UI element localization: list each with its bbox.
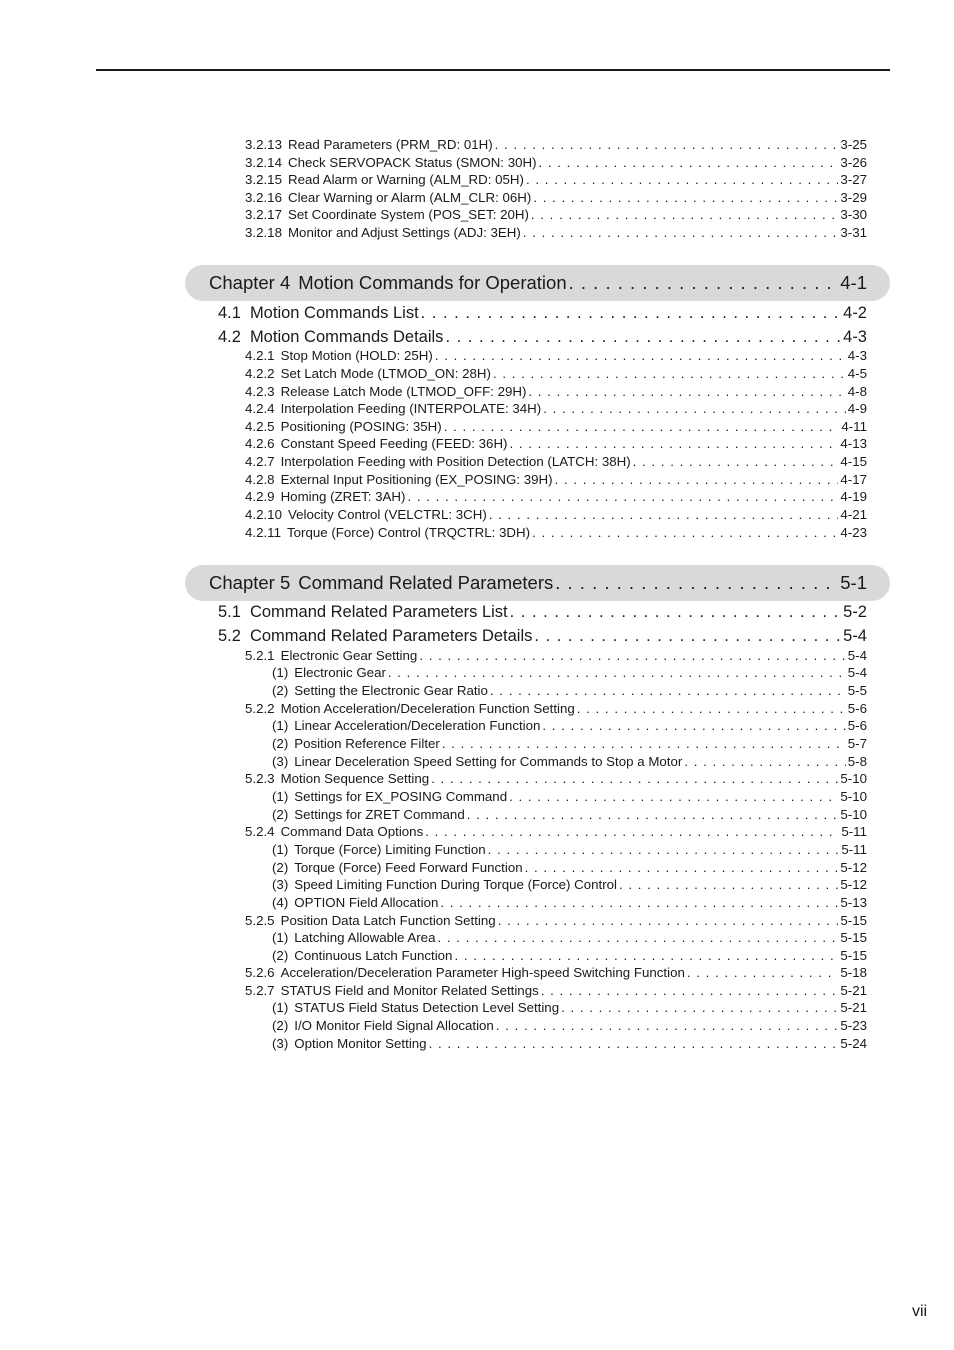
toc-entry-5-2-4-3[interactable] bbox=[272, 876, 867, 893]
toc-entry-5-2-7-1[interactable] bbox=[272, 999, 867, 1016]
entry-title: Stop Motion (HOLD: 25H) bbox=[280, 348, 433, 363]
entry-page: 5-4 bbox=[847, 648, 867, 663]
entry-title: Torque (Force) Control (TRQCTRL: 3DH) bbox=[286, 525, 531, 540]
entry-title: Torque (Force) Feed Forward Function bbox=[294, 860, 523, 875]
toc-entry-4-2-6[interactable] bbox=[245, 435, 867, 452]
dot-leader bbox=[421, 303, 841, 323]
entry-title: OPTION Field Allocation bbox=[294, 895, 439, 910]
toc-entry-5-2-4-4[interactable] bbox=[272, 894, 867, 911]
entry-title: STATUS Field and Monitor Related Settings bbox=[280, 983, 539, 998]
entry-number: 4.2.7 bbox=[245, 454, 275, 469]
entry-number: 3.2.13 bbox=[245, 137, 282, 152]
toc-entry-5-2-3-2[interactable] bbox=[272, 806, 867, 823]
dot-leader bbox=[569, 265, 839, 301]
entry-page: 4-19 bbox=[840, 489, 867, 504]
dot-leader bbox=[543, 400, 846, 417]
entry-number: (1) bbox=[272, 930, 289, 945]
entry-page: 4-9 bbox=[847, 401, 867, 416]
dot-leader bbox=[467, 806, 839, 823]
entry-title: Monitor and Adjust Settings (ADJ: 3EH) bbox=[287, 225, 521, 240]
dot-leader bbox=[510, 602, 842, 622]
entry-title: Position Data Latch Function Setting bbox=[280, 913, 496, 928]
toc-entry-3-2-18[interactable] bbox=[245, 224, 867, 241]
entry-number: (2) bbox=[272, 1018, 289, 1033]
entry-title: External Input Positioning (EX_POSING: 39H) bbox=[280, 472, 553, 487]
entry-number: (4) bbox=[272, 895, 289, 910]
entry-page: 5-10 bbox=[840, 807, 867, 822]
dot-leader bbox=[539, 154, 839, 171]
dot-leader bbox=[435, 347, 846, 364]
dot-leader bbox=[684, 753, 845, 770]
entry-title: Homing (ZRET: 3AH) bbox=[280, 489, 406, 504]
dot-leader bbox=[528, 383, 845, 400]
toc-entry-5-2-7-2[interactable] bbox=[272, 1017, 867, 1034]
dot-leader bbox=[532, 524, 838, 541]
entry-title: Electronic Gear Setting bbox=[280, 648, 418, 663]
entry-title: Clear Warning or Alarm (ALM_CLR: 06H) bbox=[287, 190, 532, 205]
entry-page: 4-21 bbox=[840, 507, 867, 522]
entry-page: 5-6 bbox=[847, 718, 867, 733]
toc-entry-5-2-4-1[interactable] bbox=[272, 841, 867, 858]
entry-number: 5.2.3 bbox=[245, 771, 275, 786]
dot-leader bbox=[489, 506, 839, 523]
dot-leader bbox=[429, 1035, 839, 1052]
entry-number: 3.2.14 bbox=[245, 155, 282, 170]
entry-title: Release Latch Mode (LTMOD_OFF: 29H) bbox=[280, 384, 527, 399]
entry-title: STATUS Field Status Detection Level Setting bbox=[294, 1000, 560, 1015]
page-number: vii bbox=[912, 1303, 928, 1320]
entry-number: (2) bbox=[272, 683, 289, 698]
toc-entry-5-2-5[interactable] bbox=[245, 912, 867, 929]
dot-leader bbox=[526, 171, 838, 188]
entry-number: 4.2.2 bbox=[245, 366, 275, 381]
section-number: 5.2 bbox=[218, 627, 241, 645]
toc-entry-3-2-17[interactable] bbox=[245, 206, 867, 223]
entry-number: 4.2.9 bbox=[245, 489, 275, 504]
entry-number: (2) bbox=[272, 736, 289, 751]
entry-page: 4-15 bbox=[840, 454, 867, 469]
entry-title: Read Parameters (PRM_RD: 01H) bbox=[287, 137, 493, 152]
entry-number: (2) bbox=[272, 807, 289, 822]
toc-section-5-1[interactable] bbox=[218, 602, 867, 622]
section-title: Motion Commands List bbox=[249, 304, 419, 322]
section-number: 4.1 bbox=[218, 304, 241, 322]
entry-number: 5.2.6 bbox=[245, 965, 275, 980]
entry-number: 5.2.4 bbox=[245, 824, 275, 839]
entry-number: 3.2.17 bbox=[245, 207, 282, 222]
dot-leader bbox=[533, 189, 838, 206]
toc-section-4-1[interactable] bbox=[218, 303, 867, 323]
dot-leader bbox=[541, 982, 839, 999]
entry-page: 4-13 bbox=[840, 436, 867, 451]
entry-title: Settings for ZRET Command bbox=[294, 807, 465, 822]
dot-leader bbox=[444, 418, 840, 435]
entry-number: 3.2.15 bbox=[245, 172, 282, 187]
dot-leader bbox=[509, 435, 838, 452]
entry-page: 3-27 bbox=[840, 172, 867, 187]
toc-entry-4-2-4[interactable] bbox=[245, 400, 867, 417]
entry-number: 5.2.5 bbox=[245, 913, 275, 928]
entry-page: 3-31 bbox=[840, 225, 867, 240]
toc-entry-3-2-14[interactable] bbox=[245, 154, 867, 171]
entry-title: Linear Deceleration Speed Setting for Commands to Stop a Motor bbox=[294, 754, 683, 769]
entry-number: 4.2.1 bbox=[245, 348, 275, 363]
entry-title: Latching Allowable Area bbox=[294, 930, 436, 945]
dot-leader bbox=[440, 894, 838, 911]
toc-entry-3-2-13[interactable] bbox=[245, 136, 867, 153]
entry-page: 5-10 bbox=[840, 789, 867, 804]
toc-entry-4-2-3[interactable] bbox=[245, 383, 867, 400]
entry-page: 5-7 bbox=[847, 736, 867, 751]
entry-number: 5.2.7 bbox=[245, 983, 275, 998]
entry-page: 4-17 bbox=[840, 472, 867, 487]
entry-title: Position Reference Filter bbox=[294, 736, 440, 751]
entry-number: (1) bbox=[272, 718, 289, 733]
entry-number: (3) bbox=[272, 754, 289, 769]
toc-entry-5-2-1[interactable] bbox=[245, 647, 867, 664]
entry-title: Speed Limiting Function During Torque (Force) Control bbox=[294, 877, 617, 892]
dot-leader bbox=[442, 735, 846, 752]
entry-page: 3-29 bbox=[840, 190, 867, 205]
entry-number: (1) bbox=[272, 842, 289, 857]
entry-page: 5-15 bbox=[840, 913, 867, 928]
entry-page: 5-4 bbox=[847, 665, 867, 680]
entry-title: Motion Sequence Setting bbox=[280, 771, 430, 786]
entry-title: Option Monitor Setting bbox=[294, 1036, 427, 1051]
toc-entry-3-2-15[interactable] bbox=[245, 171, 867, 188]
dot-leader bbox=[488, 841, 840, 858]
entry-number: 3.2.18 bbox=[245, 225, 282, 240]
entry-page: 5-15 bbox=[840, 930, 867, 945]
entry-number: 3.2.16 bbox=[245, 190, 282, 205]
entry-number: (1) bbox=[272, 665, 289, 680]
dot-leader bbox=[525, 859, 839, 876]
entry-title: Linear Acceleration/Deceleration Function bbox=[294, 718, 541, 733]
entry-number: 4.2.4 bbox=[245, 401, 275, 416]
entry-page: 4-8 bbox=[847, 384, 867, 399]
entry-number: 4.2.11 bbox=[245, 525, 281, 540]
toc-entry-5-2-6[interactable] bbox=[245, 964, 867, 981]
toc-entry-4-2-9[interactable] bbox=[245, 488, 867, 505]
entry-page: 4-3 bbox=[847, 348, 867, 363]
entry-number: 4.2.10 bbox=[245, 507, 282, 522]
dot-leader bbox=[561, 999, 838, 1016]
dot-leader bbox=[454, 947, 838, 964]
toc-entry-5-2-4[interactable] bbox=[245, 823, 867, 840]
section-page: 4-2 bbox=[843, 304, 867, 322]
dot-leader bbox=[534, 626, 841, 646]
section-page: 5-2 bbox=[843, 603, 867, 621]
dot-leader bbox=[523, 224, 839, 241]
entry-page: 5-11 bbox=[841, 842, 867, 857]
section-page: 4-3 bbox=[843, 328, 867, 346]
entry-number: 4.2.8 bbox=[245, 472, 275, 487]
dot-leader bbox=[542, 717, 845, 734]
entry-number: (3) bbox=[272, 877, 289, 892]
chapter-page: 5-1 bbox=[840, 572, 867, 593]
entry-number: 4.2.6 bbox=[245, 436, 275, 451]
toc-entry-5-2-2-3[interactable] bbox=[272, 753, 867, 770]
section-title: Command Related Parameters Details bbox=[249, 627, 533, 645]
entry-title: Check SERVOPACK Status (SMON: 30H) bbox=[287, 155, 537, 170]
toc-entry-4-2-5[interactable] bbox=[245, 418, 867, 435]
entry-page: 4-5 bbox=[847, 366, 867, 381]
entry-number: (3) bbox=[272, 1036, 289, 1051]
dot-leader bbox=[407, 488, 838, 505]
toc-entry-4-2-1[interactable] bbox=[245, 347, 867, 364]
entry-number: (2) bbox=[272, 860, 289, 875]
dot-leader bbox=[388, 664, 846, 681]
dot-leader bbox=[531, 206, 838, 223]
entry-title: Constant Speed Feeding (FEED: 36H) bbox=[280, 436, 508, 451]
toc-chapter-5[interactable] bbox=[209, 565, 867, 601]
toc-entry-5-2-7[interactable] bbox=[245, 982, 867, 999]
toc-entry-5-2-3-1[interactable] bbox=[272, 788, 867, 805]
toc-section-5-2[interactable] bbox=[218, 626, 867, 646]
entry-page: 5-11 bbox=[841, 824, 867, 839]
entry-title: Electronic Gear bbox=[294, 665, 386, 680]
toc-entry-5-2-3[interactable] bbox=[245, 770, 867, 787]
dot-leader bbox=[445, 327, 841, 347]
entry-title: Settings for EX_POSING Command bbox=[294, 789, 508, 804]
dot-leader bbox=[437, 929, 838, 946]
entry-page: 3-26 bbox=[840, 155, 867, 170]
dot-leader bbox=[425, 823, 839, 840]
dot-leader bbox=[577, 700, 846, 717]
entry-title: I/O Monitor Field Signal Allocation bbox=[294, 1018, 494, 1033]
toc-chapter-4[interactable] bbox=[209, 265, 867, 301]
entry-title: Interpolation Feeding (INTERPOLATE: 34H) bbox=[280, 401, 542, 416]
entry-number: 5.2.1 bbox=[245, 648, 275, 663]
entry-number: 4.2.3 bbox=[245, 384, 275, 399]
entry-title: Set Latch Mode (LTMOD_ON: 28H) bbox=[280, 366, 491, 381]
entry-number: (1) bbox=[272, 789, 289, 804]
section-title: Motion Commands Details bbox=[249, 328, 444, 346]
entry-number: 4.2.5 bbox=[245, 419, 275, 434]
section-title: Command Related Parameters List bbox=[249, 603, 508, 621]
entry-page: 5-15 bbox=[840, 948, 867, 963]
dot-leader bbox=[496, 1017, 839, 1034]
chapter-title: Motion Commands for Operation bbox=[298, 272, 567, 293]
entry-page: 5-10 bbox=[840, 771, 867, 786]
toc-entry-4-2-10[interactable] bbox=[245, 506, 867, 523]
toc-entry-5-2-5-1[interactable] bbox=[272, 929, 867, 946]
entry-title: Velocity Control (VELCTRL: 3CH) bbox=[287, 507, 487, 522]
header-rule bbox=[96, 69, 890, 71]
entry-title: Setting the Electronic Gear Ratio bbox=[294, 683, 488, 698]
entry-title: Read Alarm or Warning (ALM_RD: 05H) bbox=[287, 172, 524, 187]
entry-page: 5-21 bbox=[840, 983, 867, 998]
entry-page: 5-13 bbox=[840, 895, 867, 910]
toc-section-4-2[interactable] bbox=[218, 327, 867, 347]
entry-title: Set Coordinate System (POS_SET: 20H) bbox=[287, 207, 529, 222]
section-number: 4.2 bbox=[218, 328, 241, 346]
toc-entry-5-2-1-2[interactable] bbox=[272, 682, 867, 699]
chapter-page: 4-1 bbox=[840, 272, 867, 293]
dot-leader bbox=[495, 136, 839, 153]
dot-leader bbox=[555, 565, 838, 601]
dot-leader bbox=[509, 788, 838, 805]
entry-title: Interpolation Feeding with Position Detection (LATCH: 38H) bbox=[280, 454, 631, 469]
entry-page: 4-23 bbox=[840, 525, 867, 540]
dot-leader bbox=[633, 453, 839, 470]
entry-title: Continuous Latch Function bbox=[294, 948, 453, 963]
entry-title: Motion Acceleration/Deceleration Function Setting bbox=[280, 701, 575, 716]
entry-title: Command Data Options bbox=[280, 824, 424, 839]
entry-page: 5-5 bbox=[847, 683, 867, 698]
entry-page: 5-12 bbox=[840, 860, 867, 875]
entry-title: Acceleration/Deceleration Parameter High-speed Switching Function bbox=[280, 965, 685, 980]
chapter-number: Chapter 5 bbox=[209, 572, 291, 593]
toc-entry-5-2-2-2[interactable] bbox=[272, 735, 867, 752]
section-number: 5.1 bbox=[218, 603, 241, 621]
entry-page: 5-12 bbox=[840, 877, 867, 892]
entry-number: (1) bbox=[272, 1000, 289, 1015]
dot-leader bbox=[619, 876, 838, 893]
toc-entry-5-2-2-1[interactable] bbox=[272, 717, 867, 734]
toc-entry-5-2-5-2[interactable] bbox=[272, 947, 867, 964]
entry-number: (2) bbox=[272, 948, 289, 963]
dot-leader bbox=[687, 964, 839, 981]
entry-page: 5-24 bbox=[840, 1036, 867, 1051]
entry-page: 5-23 bbox=[840, 1018, 867, 1033]
chapter-title: Command Related Parameters bbox=[298, 572, 554, 593]
toc-entry-4-2-8[interactable] bbox=[245, 471, 867, 488]
toc-entry-4-2-11[interactable] bbox=[245, 524, 867, 541]
dot-leader bbox=[555, 471, 839, 488]
entry-page: 5-21 bbox=[840, 1000, 867, 1015]
toc-entry-5-2-7-3[interactable] bbox=[272, 1035, 867, 1052]
toc-entry-5-2-4-2[interactable] bbox=[272, 859, 867, 876]
entry-title: Positioning (POSING: 35H) bbox=[280, 419, 442, 434]
entry-page: 5-6 bbox=[847, 701, 867, 716]
toc-entry-4-2-7[interactable] bbox=[245, 453, 867, 470]
toc-entry-3-2-16[interactable] bbox=[245, 189, 867, 206]
dot-leader bbox=[493, 365, 846, 382]
dot-leader bbox=[431, 770, 838, 787]
dot-leader bbox=[498, 912, 839, 929]
entry-title: Torque (Force) Limiting Function bbox=[294, 842, 486, 857]
entry-page: 4-11 bbox=[841, 419, 867, 434]
entry-number: 5.2.2 bbox=[245, 701, 275, 716]
dot-leader bbox=[419, 647, 845, 664]
toc-entry-5-2-2[interactable] bbox=[245, 700, 867, 717]
entry-page: 3-30 bbox=[840, 207, 867, 222]
toc-entry-5-2-1-1[interactable] bbox=[272, 664, 867, 681]
section-page: 5-4 bbox=[843, 627, 867, 645]
dot-leader bbox=[490, 682, 846, 699]
chapter-number: Chapter 4 bbox=[209, 272, 291, 293]
entry-page: 5-18 bbox=[840, 965, 867, 980]
toc-entry-4-2-2[interactable] bbox=[245, 365, 867, 382]
entry-page: 5-8 bbox=[847, 754, 867, 769]
entry-page: 3-25 bbox=[840, 137, 867, 152]
